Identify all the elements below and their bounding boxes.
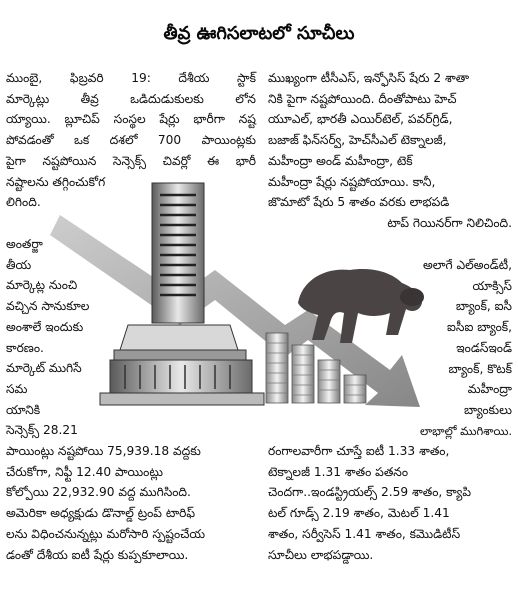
right-bottom-text bbox=[268, 441, 512, 565]
left-bottom-text bbox=[6, 441, 256, 565]
text-line: రంగాలవారీగా చూస్తే ఐటీ 1.33 శాతం, bbox=[268, 444, 450, 458]
text-line: మార్కెట్లు తీవ్ర ఒడిదుడుకులకు లోన bbox=[6, 91, 256, 106]
text-line: సెన్సెక్స్ 28.21 bbox=[6, 423, 78, 438]
text-line: సూచీలు లాభపడ్డాయి. bbox=[268, 547, 374, 562]
text-line: బజాజ్ ఫిన్‌సర్వ్, హెచ్‌సీఎల్ టెక్నాలజీ, bbox=[268, 133, 447, 148]
text-line: పైగా నష్టపోయిన సెన్సెక్స్ చివర్లో ఈ భారీ bbox=[6, 153, 256, 168]
text-line: మహీంద్రా అండ్ మహీంద్రా, టెక్ bbox=[268, 153, 413, 168]
text-line: కారణం. bbox=[6, 340, 44, 355]
text-line: మహీంద్రా bbox=[467, 382, 512, 397]
right-wrap-column bbox=[420, 255, 512, 421]
text-line: య్యాయి. బ్లూచిప్ సంస్థల షేర్లు భారీగా నష్ట bbox=[6, 112, 256, 127]
text-line: లిగింది. bbox=[6, 195, 41, 210]
text-line: వచ్చిన సానుకూల bbox=[6, 299, 90, 314]
text-line: పోవడంతో ఒక దశలో 700 పాయింట్లకు bbox=[6, 133, 256, 148]
text-line: శాతం, సర్వీసెస్ 1.41 శాతం, కమొడిటీస్ bbox=[268, 526, 461, 541]
text-line: జొమాటో షేరు 5 శాతం వరకు లాభపడి bbox=[268, 195, 450, 210]
text-line: టెక్నాలజీ 1.31 శాతం పతనం bbox=[268, 464, 409, 479]
bear-icon bbox=[298, 269, 424, 343]
text-line: యాక్సిస్ bbox=[472, 278, 512, 293]
text-line: చేరుకోగా, నిఫ్టీ 12.40 పాయింట్లు bbox=[6, 464, 163, 479]
text-line: అలాగే ఎల్‌అండ్‌టీ, bbox=[422, 258, 512, 272]
text-line: బ్యాంక్, కొటక్ bbox=[448, 361, 512, 376]
text-line: నికి పైగా నష్టపోయింది. దీంతోపాటు హెచ్ bbox=[268, 91, 457, 106]
text-line: అమెరికా అధ్యక్షుడు డొనాల్డ్ ట్రంప్ టారిఫ్ bbox=[6, 506, 196, 521]
text-line: బ్యాంక్, ఐసీ bbox=[455, 299, 512, 314]
text-line: మహీంద్రా షేర్లు నష్టపోయాయి. కానీ, bbox=[268, 174, 436, 189]
text-line: లను విధించనున్నట్లు మరోసారి స్పష్టంచేయ bbox=[6, 526, 206, 541]
text-line: తీయ bbox=[6, 257, 32, 272]
text-line: అంశాలే ఇందుకు bbox=[6, 319, 84, 334]
right-wrap-end bbox=[420, 421, 512, 442]
text-line: డంతో దేశీయ ఐటీ షేర్లు కుప్పకూలాయి. bbox=[6, 547, 189, 562]
right-column bbox=[268, 68, 512, 234]
text-line: బ్యాంకులు bbox=[464, 402, 512, 417]
text-line: టల్ గూడ్స్ 2.19 శాతం, మెటల్ 1.41 bbox=[268, 506, 450, 521]
text-line: యూఎల్, భారతీ ఎయిర్‌టెల్, పవర్‌గ్రిడ్, bbox=[268, 112, 453, 127]
text-line: పాయింట్లు నష్టపోయి 75,939.18 వద్దకు bbox=[6, 444, 201, 458]
left-wrap-column bbox=[6, 234, 116, 441]
text-line: చెందగా..ఇండస్ట్రియల్స్ 2.59 శాతం, క్యాపి bbox=[268, 485, 471, 500]
text-line: ముంబై, ఫిబ్రవరి 19: దేశీయ స్టాక్ bbox=[6, 71, 256, 85]
headline: తీవ్ర ఊగిసలాటలో సూచీలు bbox=[163, 23, 355, 44]
text-line: ఇండస్‌ఇండ్ bbox=[456, 340, 512, 355]
text-line: అంతర్జా bbox=[6, 237, 43, 251]
text-line: సమ bbox=[6, 381, 28, 396]
left-column bbox=[6, 68, 256, 213]
text-line: ముఖ్యంగా టీసీఎస్, ఇన్ఫోసిస్ షేరు 2 శాతా bbox=[268, 71, 470, 85]
text-line: మార్కెట్ ముగిసే bbox=[6, 361, 82, 376]
text-line: నష్టాలను తగ్గించుకోగ bbox=[6, 174, 106, 189]
text-line: మార్కెట్ల నుంచి bbox=[6, 278, 78, 293]
text-line: టాప్ గెయినర్‌గా నిలిచింది. bbox=[387, 215, 512, 230]
text-line: యానికి bbox=[6, 402, 41, 417]
text-line: ఐసీఐ బ్యాంక్, bbox=[447, 320, 512, 335]
text-line: లాభాల్లో ముగిశాయి. bbox=[420, 424, 513, 438]
text-line: కోల్పోయి 22,932.90 వద్ద ముగిసింది. bbox=[6, 485, 191, 500]
